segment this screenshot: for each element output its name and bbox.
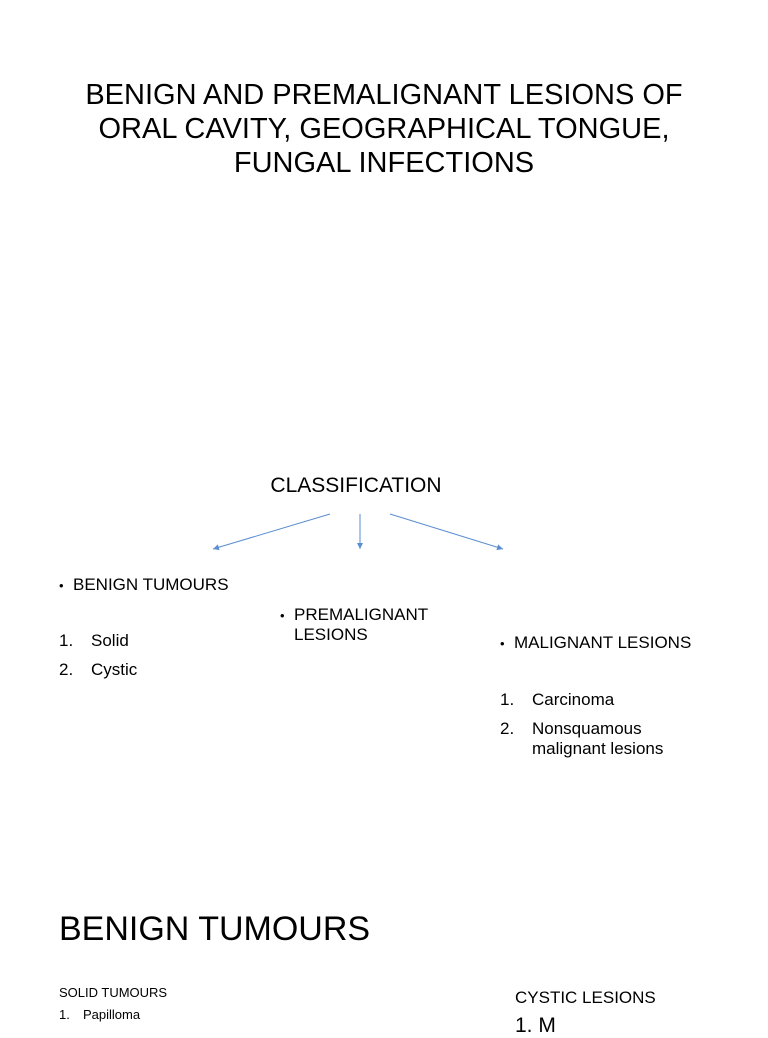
classification-slide	[0, 432, 768, 792]
list-item: 1. Papilloma	[59, 1007, 141, 1022]
bullet-dot: •	[280, 608, 285, 623]
benign-list	[59, 631, 137, 689]
solid-tumours-list	[59, 1007, 140, 1022]
cystic-first-item-partial: 1. M	[515, 1014, 556, 1037]
malignant-list	[500, 690, 720, 768]
bullet-dot: •	[500, 636, 505, 651]
benign-tumours-slide	[0, 864, 768, 1037]
benign-tumours-title: BENIGN TUMOURS	[59, 910, 371, 948]
list-item: 2. Cystic	[59, 660, 138, 679]
arrow-right	[390, 514, 503, 549]
premalignant-bullet	[280, 605, 470, 645]
benign-tumours-label: BENIGN TUMOURS	[73, 575, 229, 594]
malignant-label: MALIGNANT LESIONS	[514, 633, 692, 652]
benign-tumours-bullet	[59, 575, 229, 596]
slide-title: BENIGN AND PREMALIGNANT LESIONS OF ORAL CAVITY, GEOGRAPHICAL TONGUE, FUNGAL INFECTIONS	[85, 79, 683, 179]
cystic-lesions-heading: CYSTIC LESIONS	[515, 988, 656, 1007]
malignant-bullet	[500, 633, 691, 654]
premalignant-label: PREMALIGNANT LESIONS	[294, 605, 428, 644]
title-slide	[0, 0, 768, 256]
arrow-left	[213, 514, 330, 549]
solid-tumours-heading: SOLID TUMOURS	[59, 985, 168, 1000]
classification-heading: CLASSIFICATION	[270, 474, 442, 497]
bullet-dot: •	[59, 578, 64, 593]
list-item: 1. Solid	[59, 631, 129, 650]
list-item: 1. Carcinoma	[500, 690, 615, 709]
list-item: 2. Nonsquamous malignant lesions	[500, 719, 664, 758]
